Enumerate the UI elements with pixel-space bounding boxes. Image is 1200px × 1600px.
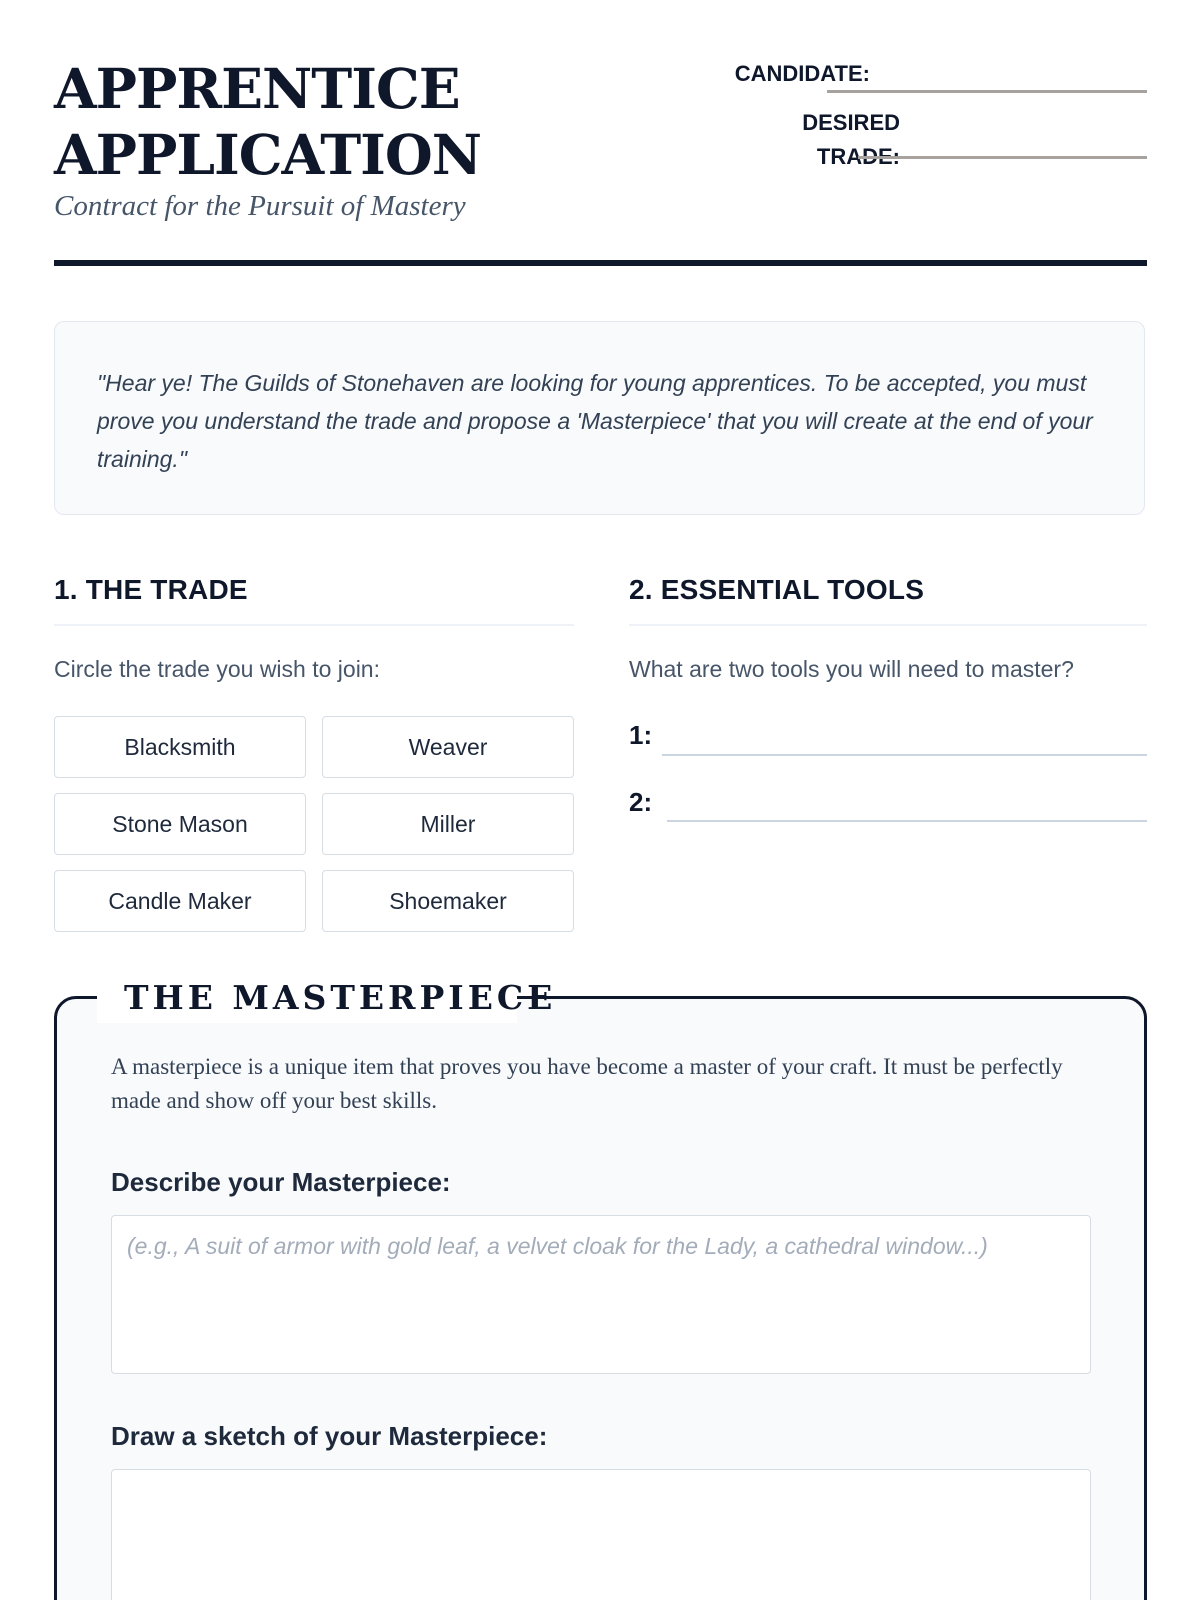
desired-trade-label-line2: TRADE: bbox=[816, 144, 900, 169]
tools-prompt: What are two tools you will need to master? bbox=[629, 656, 1074, 682]
trade-option-stone-mason[interactable]: Stone Mason bbox=[54, 793, 306, 855]
trade-prompt: Circle the trade you wish to join: bbox=[54, 656, 380, 682]
tools-section-heading: 2. ESSENTIAL TOOLS bbox=[629, 574, 925, 605]
trade-option-shoemaker[interactable]: Shoemaker bbox=[322, 870, 574, 932]
tool-1-label: 1: bbox=[629, 720, 653, 750]
trade-option-candle-maker[interactable]: Candle Maker bbox=[54, 870, 306, 932]
masterpiece-heading: THE MASTERPIECE bbox=[124, 978, 557, 1017]
candidate-label: CANDIDATE: bbox=[734, 61, 870, 86]
desired-trade-field-line[interactable] bbox=[858, 156, 1147, 159]
masterpiece-description: A masterpiece is a unique item that proves you have become a master of your craft. It must be perfectly made and show off your best skills. bbox=[111, 1054, 1063, 1113]
header-divider bbox=[54, 260, 1147, 266]
sketch-area[interactable] bbox=[111, 1469, 1091, 1600]
tools-section-divider bbox=[629, 624, 1147, 626]
page-subtitle: Contract for the Pursuit of Mastery bbox=[54, 190, 466, 222]
tool-2-field-line[interactable] bbox=[667, 820, 1147, 822]
trade-option-blacksmith[interactable]: Blacksmith bbox=[54, 716, 306, 778]
application-page bbox=[54, 0, 1147, 1600]
candidate-field-line[interactable] bbox=[827, 90, 1147, 93]
intro-quote: "Hear ye! The Guilds of Stonehaven are looking for young apprentices. To be accepted, you must prove you understand the trade and propose a 'Masterpiece' that you will create at the end of your training." bbox=[97, 370, 1093, 472]
intro-quote-box bbox=[54, 321, 1145, 515]
trade-section-divider bbox=[54, 624, 574, 626]
desired-trade-label-line1: DESIRED bbox=[802, 110, 900, 135]
trade-option-miller[interactable]: Miller bbox=[322, 793, 574, 855]
describe-masterpiece-textarea[interactable] bbox=[111, 1215, 1091, 1374]
tool-2-label: 2: bbox=[629, 787, 653, 817]
tool-1-field-line[interactable] bbox=[662, 754, 1147, 756]
trade-option-weaver[interactable]: Weaver bbox=[322, 716, 574, 778]
describe-masterpiece-label: Describe your Masterpiece: bbox=[111, 1167, 451, 1197]
sketch-masterpiece-label: Draw a sketch of your Masterpiece: bbox=[111, 1421, 548, 1451]
trade-section-heading: 1. THE TRADE bbox=[54, 574, 248, 605]
page-title: APPRENTICE APPLICATION bbox=[54, 56, 482, 187]
